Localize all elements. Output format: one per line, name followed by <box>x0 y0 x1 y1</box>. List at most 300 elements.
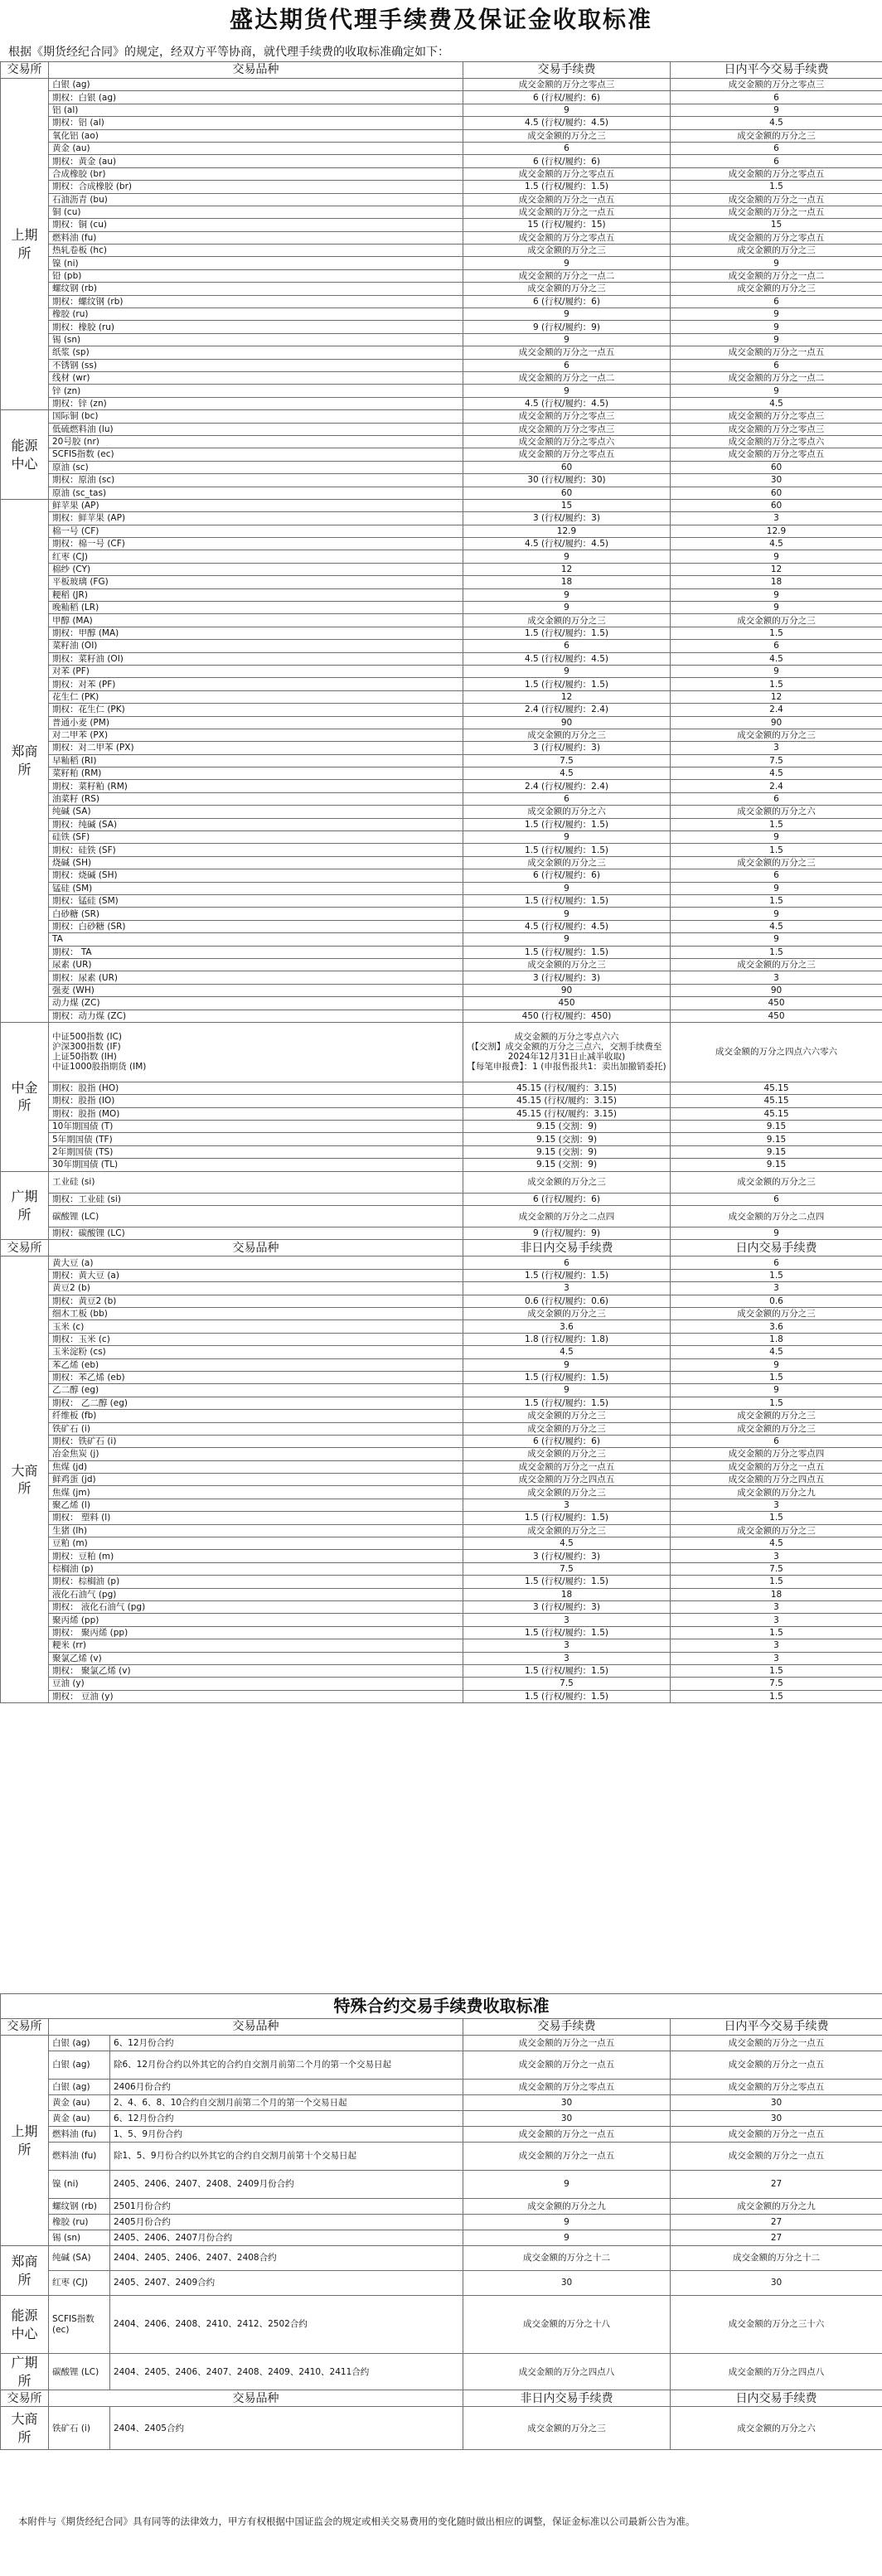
product-cell: 期权：白银 (ag) <box>49 91 463 104</box>
product-cell: 鲜鸡蛋 (jd) <box>49 1474 463 1486</box>
table-row <box>1 1422 882 1435</box>
table-row <box>1 308 882 321</box>
table-row <box>1 1690 882 1702</box>
intraday-fee-cell: 27 <box>671 2215 882 2230</box>
fee-cell: 30 <box>463 2271 671 2296</box>
table-row <box>1 142 882 154</box>
intraday-fee-cell: 9.15 <box>671 1159 882 1171</box>
product-cell: 期权：碳酸锂 (LC) <box>49 1227 463 1240</box>
table-row <box>1 129 882 142</box>
intraday-fee-cell: 1.5 <box>671 1690 882 1702</box>
product-cell: 动力煤 (ZC) <box>49 997 463 1010</box>
column-header: 日内交易手续费 <box>671 2390 882 2407</box>
product-cell: 橡胶 (ru) <box>49 2215 110 2230</box>
table-row <box>1 895 882 908</box>
table-row <box>1 1537 882 1550</box>
table-row <box>1 1460 882 1473</box>
table-row <box>1 614 882 627</box>
fee-cell: 成交金额的万分之三 <box>463 1486 671 1499</box>
table-row <box>1 167 882 180</box>
table-row <box>1 729 882 741</box>
table-row <box>1 1371 882 1383</box>
product-cell: 期权： 豆油 (y) <box>49 1690 463 1702</box>
contract-cell: 2404、2405合约 <box>110 2407 463 2450</box>
table-row <box>1 576 882 588</box>
intraday-fee-cell: 成交金额的万分之一点五 <box>671 2051 882 2080</box>
intraday-fee-cell: 7.5 <box>671 754 882 767</box>
fee-cell: 1.5 (行权/履约：1.5) <box>463 1664 671 1677</box>
fee-cell: 90 <box>463 984 671 996</box>
table-row <box>1 79 882 91</box>
intraday-fee-cell: 4.5 <box>671 652 882 665</box>
product-cell: 期权：工业硅 (si) <box>49 1193 463 1205</box>
intraday-fee-cell: 成交金额的万分之一点二 <box>671 371 882 384</box>
exchange-cell: 广期所 <box>1 1171 49 1240</box>
intraday-fee-cell: 9 <box>671 104 882 116</box>
intraday-fee-cell: 成交金额的万分之三 <box>671 283 882 295</box>
table-row <box>1 1282 882 1295</box>
fee-cell: 12 <box>463 563 671 575</box>
intraday-fee-cell: 3 <box>671 512 882 525</box>
intraday-fee-cell: 9.15 <box>671 1133 882 1145</box>
intraday-fee-cell: 9 <box>671 308 882 321</box>
column-header: 交易品种 <box>49 2019 463 2036</box>
table-row <box>1 1499 882 1511</box>
product-cell: 对二甲苯 (PX) <box>49 729 463 741</box>
product-cell: 白银 (ag) <box>49 2080 110 2095</box>
product-cell: 液化石油气 (pg) <box>49 1588 463 1600</box>
fee-cell: 成交金额的万分之零点五 <box>463 2080 671 2095</box>
fee-cell: 1.5 (行权/履约：1.5) <box>463 844 671 856</box>
table-row <box>1 971 882 984</box>
fee-cell: 9 <box>463 2230 671 2246</box>
product-cell: 10年期国债 (T) <box>49 1121 463 1133</box>
fee-cell: 15 (行权/履约：15) <box>463 219 671 231</box>
product-cell: 螺纹钢 (rb) <box>49 283 463 295</box>
fee-cell: 6 (行权/履约：6) <box>463 91 671 104</box>
product-cell: 焦煤 (jm) <box>49 1486 463 1499</box>
product-cell: 硅铁 (SF) <box>49 831 463 844</box>
fee-cell: 9 <box>463 308 671 321</box>
fee-cell: 1.5 (行权/履约：1.5) <box>463 1512 671 1524</box>
product-cell: 铁矿石 (i) <box>49 1422 463 1435</box>
product-cell: 国际铜 (bc) <box>49 410 463 423</box>
fee-cell: 30 <box>463 2111 671 2127</box>
table-row <box>1 461 882 473</box>
table-row <box>1 219 882 231</box>
table-row <box>1 1512 882 1524</box>
product-cell: 焦煤 (jd) <box>49 1460 463 1473</box>
table-row <box>1 1435 882 1447</box>
column-header: 交易品种 <box>49 2390 463 2407</box>
fee-cell: 450 (行权/履约：450) <box>463 1010 671 1022</box>
table-row <box>1 1171 882 1193</box>
table-row <box>1 767 882 780</box>
table-header-row <box>1 1240 882 1257</box>
product-cell: 油菜籽 (RS) <box>49 792 463 805</box>
fee-cell: 1.5 (行权/履约：1.5) <box>463 1576 671 1588</box>
exchange-cell: 大商所 <box>1 1257 49 1703</box>
fee-cell: 3 <box>463 1652 671 1664</box>
product-cell: 甲醇 (MA) <box>49 614 463 627</box>
fee-cell: 9 <box>463 385 671 397</box>
main-fee-table <box>0 61 882 1703</box>
fee-cell: 4.5 <box>463 1537 671 1550</box>
fee-cell: 1.5 (行权/履约：1.5) <box>463 1371 671 1383</box>
fee-cell: 成交金额的万分之一点五 <box>463 193 671 206</box>
product-cell: 期权：动力煤 (ZC) <box>49 1010 463 1022</box>
exchange-cell: 能源中心 <box>1 410 49 500</box>
fee-cell: 9 <box>463 333 671 346</box>
intraday-fee-cell: 6 <box>671 1435 882 1447</box>
table-row <box>1 155 882 167</box>
table-row <box>1 2271 882 2296</box>
product-cell: 铜 (cu) <box>49 206 463 218</box>
table-row <box>1 321 882 333</box>
product-cell: 豆油 (y) <box>49 1678 463 1690</box>
product-cell: 碳酸锂 (LC) <box>49 1206 463 1227</box>
special-section-title: 特殊合约交易手续费收取标准 <box>1 1994 882 2019</box>
product-cell: 期权：黄大豆 (a) <box>49 1269 463 1281</box>
table-row <box>1 754 882 767</box>
product-cell: 普通小麦 (PM) <box>49 716 463 729</box>
table-row <box>1 1448 882 1460</box>
fee-cell: 成交金额的万分之二点四 <box>463 1206 671 1227</box>
intraday-fee-cell: 3 <box>671 1600 882 1613</box>
product-cell: 期权：铁矿石 (i) <box>49 1435 463 1447</box>
product-cell: 对苯 (PF) <box>49 665 463 677</box>
table-row <box>1 1010 882 1022</box>
intraday-fee-cell: 1.8 <box>671 1333 882 1345</box>
table-row <box>1 371 882 384</box>
table-row <box>1 1639 882 1652</box>
table-row <box>1 1562 882 1575</box>
fee-cell: 9.15 (交割：9) <box>463 1121 671 1133</box>
fee-cell: 9.15 (交割：9) <box>463 1133 671 1145</box>
intraday-fee-cell: 9 <box>671 588 882 601</box>
contract-cell: 2405、2407、2409合约 <box>110 2271 463 2296</box>
intraday-fee-cell: 成交金额的万分之三 <box>671 614 882 627</box>
product-cell: 鲜苹果 (AP) <box>49 499 463 511</box>
fee-cell: 6 <box>463 640 671 652</box>
fee-cell: 9 <box>463 2171 671 2199</box>
table-row <box>1 665 882 677</box>
fee-cell: 成交金额的万分之三 <box>463 2407 671 2450</box>
intraday-fee-cell: 6 <box>671 295 882 307</box>
product-cell: 粳米 (rr) <box>49 1639 463 1652</box>
fee-cell: 成交金额的万分之三 <box>463 729 671 741</box>
fee-cell: 9 <box>463 588 671 601</box>
product-cell: SCFIS指数 (ec) <box>49 448 463 461</box>
fee-cell: 9.15 (交割：9) <box>463 1159 671 1171</box>
product-cell: 镍 (ni) <box>49 2171 110 2199</box>
table-row <box>1 117 882 129</box>
fee-cell: 成交金额的万分之四点八 <box>463 2354 671 2390</box>
intraday-fee-cell: 成交金额的万分之六 <box>671 2407 882 2450</box>
intraday-fee-cell: 成交金额的万分之零点三 <box>671 410 882 423</box>
table-row <box>1 512 882 525</box>
table-row <box>1 792 882 805</box>
table-row <box>1 1082 882 1094</box>
product-cell: 豆粕 (m) <box>49 1537 463 1550</box>
product-cell: 锰硅 (SM) <box>49 882 463 894</box>
fee-cell: 成交金额的万分之三 <box>463 614 671 627</box>
fee-cell: 4.5 (行权/履约：4.5) <box>463 652 671 665</box>
fee-cell: 60 <box>463 461 671 473</box>
intraday-fee-cell: 成交金额的万分之六 <box>671 806 882 818</box>
product-cell: 强麦 (WH) <box>49 984 463 996</box>
fee-cell: 成交金额的万分之四点五 <box>463 1474 671 1486</box>
product-cell: 期权： 塑料 (l) <box>49 1512 463 1524</box>
fee-cell: 1.5 (行权/履约：1.5) <box>463 946 671 958</box>
table-row <box>1 193 882 206</box>
product-cell: 期权：硅铁 (SF) <box>49 844 463 856</box>
exchange-cell: 郑商所 <box>1 2246 49 2296</box>
product-cell: 镍 (ni) <box>49 257 463 269</box>
table-row <box>1 1652 882 1664</box>
fee-cell: 4.5 (行权/履约：4.5) <box>463 920 671 932</box>
fee-cell: 4.5 (行权/履约：4.5) <box>463 397 671 409</box>
intraday-fee-cell: 1.5 <box>671 895 882 908</box>
fee-cell: 9 <box>463 933 671 946</box>
table-row <box>1 780 882 792</box>
intraday-fee-cell: 3 <box>671 1499 882 1511</box>
table-row <box>1 1410 882 1422</box>
column-header: 日内平今交易手续费 <box>671 62 882 79</box>
fee-cell: 4.5 <box>463 767 671 780</box>
intraday-fee-cell: 1.5 <box>671 1371 882 1383</box>
product-cell: 期权：玉米 (c) <box>49 1333 463 1345</box>
table-row <box>1 1588 882 1600</box>
fee-cell: 成交金额的万分之零点六六 (【交割】成交金额的万分之三点六，交割手续费至 2024年12月31日止减半收取) 【每笔申报费】：1 (申报售报共1：卖出加撤销委托) <box>463 1022 671 1082</box>
product-cell: 棉一号 (CF) <box>49 525 463 537</box>
product-cell: 期权：甲醇 (MA) <box>49 627 463 639</box>
exchange-cell: 中金所 <box>1 1022 49 1171</box>
table-row <box>1 2080 882 2095</box>
table-row <box>1 2111 882 2127</box>
fee-cell: 9 <box>463 104 671 116</box>
table-row <box>1 1193 882 1205</box>
fee-cell: 成交金额的万分之零点五 <box>463 167 671 180</box>
intraday-fee-cell: 4.5 <box>671 767 882 780</box>
intraday-fee-cell: 6 <box>671 142 882 154</box>
intraday-fee-cell: 12 <box>671 563 882 575</box>
column-header: 交易所 <box>1 2019 49 2036</box>
intraday-fee-cell: 45.15 <box>671 1107 882 1120</box>
intraday-fee-cell: 27 <box>671 2230 882 2246</box>
product-cell: 期权：棉一号 (CF) <box>49 538 463 550</box>
column-header: 日内平今交易手续费 <box>671 2019 882 2036</box>
fee-cell: 6 <box>463 359 671 371</box>
intraday-fee-cell: 9 <box>671 321 882 333</box>
table-row <box>1 1346 882 1358</box>
intraday-fee-cell: 成交金额的万分之四点五 <box>671 1474 882 1486</box>
fee-cell: 成交金额的万分之一点五 <box>463 1460 671 1473</box>
page-title: 盛达期货代理手续费及保证金收取标准 <box>229 6 652 33</box>
intraday-fee-cell: 成交金额的万分之三 <box>671 1171 882 1193</box>
intraday-fee-cell: 1.5 <box>671 1512 882 1524</box>
table-row <box>1 2199 882 2215</box>
table-row <box>1 1022 882 1082</box>
intraday-fee-cell: 60 <box>671 461 882 473</box>
table-row <box>1 2036 882 2051</box>
fee-cell: 60 <box>463 487 671 499</box>
intraday-fee-cell: 15 <box>671 219 882 231</box>
product-cell: 早籼稻 (RI) <box>49 754 463 767</box>
fee-cell: 3 (行权/履约：3) <box>463 971 671 984</box>
product-cell: 期权：铜 (cu) <box>49 219 463 231</box>
intraday-fee-cell: 6 <box>671 792 882 805</box>
fee-cell: 9.15 (交割：9) <box>463 1145 671 1158</box>
product-cell: 期权：对苯 (PF) <box>49 678 463 690</box>
intraday-fee-cell: 3 <box>671 971 882 984</box>
intraday-fee-cell: 成交金额的万分之零点六 <box>671 435 882 448</box>
contract-cell: 2405、2406、2407月份合约 <box>110 2230 463 2246</box>
fee-cell: 9 <box>463 602 671 614</box>
intraday-fee-cell: 3.6 <box>671 1320 882 1333</box>
table-row <box>1 652 882 665</box>
intraday-fee-cell: 成交金额的万分之三 <box>671 856 882 869</box>
exchange-cell: 郑商所 <box>1 499 49 1022</box>
table-row <box>1 563 882 575</box>
fee-cell: 成交金额的万分之一点二 <box>463 371 671 384</box>
product-cell: 红枣 (CJ) <box>49 550 463 563</box>
product-cell: 期权：花生仁 (PK) <box>49 704 463 716</box>
intraday-fee-cell: 60 <box>671 487 882 499</box>
fee-cell: 成交金额的万分之九 <box>463 2199 671 2215</box>
table-row <box>1 1486 882 1499</box>
product-cell: 期权：尿素 (UR) <box>49 971 463 984</box>
product-cell: 期权：锰硅 (SM) <box>49 895 463 908</box>
fee-cell: 成交金额的万分之零点三 <box>463 410 671 423</box>
intraday-fee-cell: 成交金额的万分之零点五 <box>671 448 882 461</box>
intraday-fee-cell: 12.9 <box>671 525 882 537</box>
product-cell: 燃料油 (fu) <box>49 2143 110 2171</box>
product-cell: 线材 (wr) <box>49 371 463 384</box>
table-row <box>1 1307 882 1319</box>
table-row <box>1 818 882 830</box>
table-header-row <box>1 2390 882 2407</box>
fee-cell: 成交金额的万分之三 <box>463 1410 671 1422</box>
product-cell: 石油沥青 (bu) <box>49 193 463 206</box>
product-cell: 工业硅 (si) <box>49 1171 463 1193</box>
intraday-fee-cell: 6 <box>671 155 882 167</box>
product-cell: 白砂糖 (SR) <box>49 908 463 920</box>
fee-cell: 90 <box>463 716 671 729</box>
table-row <box>1 1397 882 1409</box>
table-row <box>1 997 882 1010</box>
product-cell: 纯碱 (SA) <box>49 806 463 818</box>
intraday-fee-cell: 成交金额的万分之零点五 <box>671 2080 882 2095</box>
table-row <box>1 257 882 269</box>
intraday-fee-cell: 1.5 <box>671 1626 882 1639</box>
intraday-fee-cell: 成交金额的万分之一点五 <box>671 2127 882 2143</box>
fee-cell: 45.15 (行权/履约：3.15) <box>463 1095 671 1107</box>
table-row <box>1 1600 882 1613</box>
product-cell: 期权：股指 (HO) <box>49 1082 463 1094</box>
table-row <box>1 1524 882 1537</box>
intraday-fee-cell: 成交金额的万分之零点三 <box>671 423 882 435</box>
intraday-fee-cell: 0.6 <box>671 1295 882 1307</box>
table-row <box>1 1257 882 1269</box>
product-cell: 铝 (al) <box>49 104 463 116</box>
table-row <box>1 397 882 409</box>
table-row <box>1 856 882 869</box>
product-cell: 期权：铝 (al) <box>49 117 463 129</box>
fee-cell: 4.5 (行权/履约：4.5) <box>463 117 671 129</box>
fee-cell: 成交金额的万分之一点五 <box>463 2143 671 2171</box>
contract-cell: 6、12月份合约 <box>110 2036 463 2051</box>
table-row <box>1 946 882 958</box>
intraday-fee-cell: 成交金额的万分之三 <box>671 958 882 971</box>
product-cell: 细木工板 (bb) <box>49 1307 463 1319</box>
fee-cell: 12.9 <box>463 525 671 537</box>
column-header: 交易品种 <box>49 1240 463 1257</box>
product-cell: 期权：白砂糖 (SR) <box>49 920 463 932</box>
intraday-fee-cell: 7.5 <box>671 1562 882 1575</box>
intraday-fee-cell: 4.5 <box>671 1537 882 1550</box>
fee-cell: 6 (行权/履约：6) <box>463 1435 671 1447</box>
intraday-fee-cell: 9 <box>671 1358 882 1371</box>
fee-cell: 1.5 (行权/履约：1.5) <box>463 818 671 830</box>
fee-cell: 3 <box>463 1282 671 1295</box>
table-row <box>1 1107 882 1120</box>
column-header: 交易所 <box>1 1240 49 1257</box>
table-row <box>1 550 882 563</box>
fee-cell: 1.5 (行权/履约：1.5) <box>463 678 671 690</box>
table-row <box>1 448 882 461</box>
intraday-fee-cell: 6 <box>671 869 882 882</box>
intraday-fee-cell: 成交金额的万分之三 <box>671 729 882 741</box>
column-header: 非日内交易手续费 <box>463 1240 671 1257</box>
product-cell: 低硫燃料油 (lu) <box>49 423 463 435</box>
intraday-fee-cell: 450 <box>671 1010 882 1022</box>
product-cell: 期权： 液化石油气 (pg) <box>49 1600 463 1613</box>
table-row <box>1 1333 882 1345</box>
table-row <box>1 245 882 257</box>
intraday-fee-cell: 7.5 <box>671 1678 882 1690</box>
product-cell: 白银 (ag) <box>49 2051 110 2080</box>
product-cell: 氧化铝 (ao) <box>49 129 463 142</box>
contract-cell: 2404、2405、2406、2407、2408、2409、2410、2411合约 <box>110 2354 463 2390</box>
product-cell: 期权：菜籽油 (OI) <box>49 652 463 665</box>
fee-cell: 成交金额的万分之零点三 <box>463 79 671 91</box>
table-header-row <box>1 62 882 79</box>
table-row <box>1 588 882 601</box>
intraday-fee-cell: 1.5 <box>671 1576 882 1588</box>
intraday-fee-cell: 成交金额的万分之二点四 <box>671 1206 882 1227</box>
product-cell: 白银 (ag) <box>49 79 463 91</box>
product-cell: 黄大豆 (a) <box>49 1257 463 1269</box>
fee-cell: 3 (行权/履约：3) <box>463 512 671 525</box>
product-cell: 螺纹钢 (rb) <box>49 2199 110 2215</box>
table-row <box>1 1159 882 1171</box>
product-cell: 花生仁 (PK) <box>49 690 463 703</box>
product-cell: 红枣 (CJ) <box>49 2271 110 2296</box>
fee-cell: 3 (行权/履约：3) <box>463 1600 671 1613</box>
fee-cell: 1.8 (行权/履约：1.8) <box>463 1333 671 1345</box>
fee-cell: 18 <box>463 576 671 588</box>
contract-cell: 除1、5、9月份合约以外其它的合约自交割月前第十个交易日起 <box>110 2143 463 2171</box>
fee-cell: 1.5 (行权/履约：1.5) <box>463 181 671 193</box>
intraday-fee-cell: 9 <box>671 882 882 894</box>
intraday-fee-cell: 3 <box>671 1652 882 1664</box>
table-row <box>1 525 882 537</box>
table-row <box>1 1358 882 1371</box>
product-cell: 30年期国债 (TL) <box>49 1159 463 1171</box>
intraday-fee-cell: 1.5 <box>671 627 882 639</box>
intraday-fee-cell: 90 <box>671 984 882 996</box>
